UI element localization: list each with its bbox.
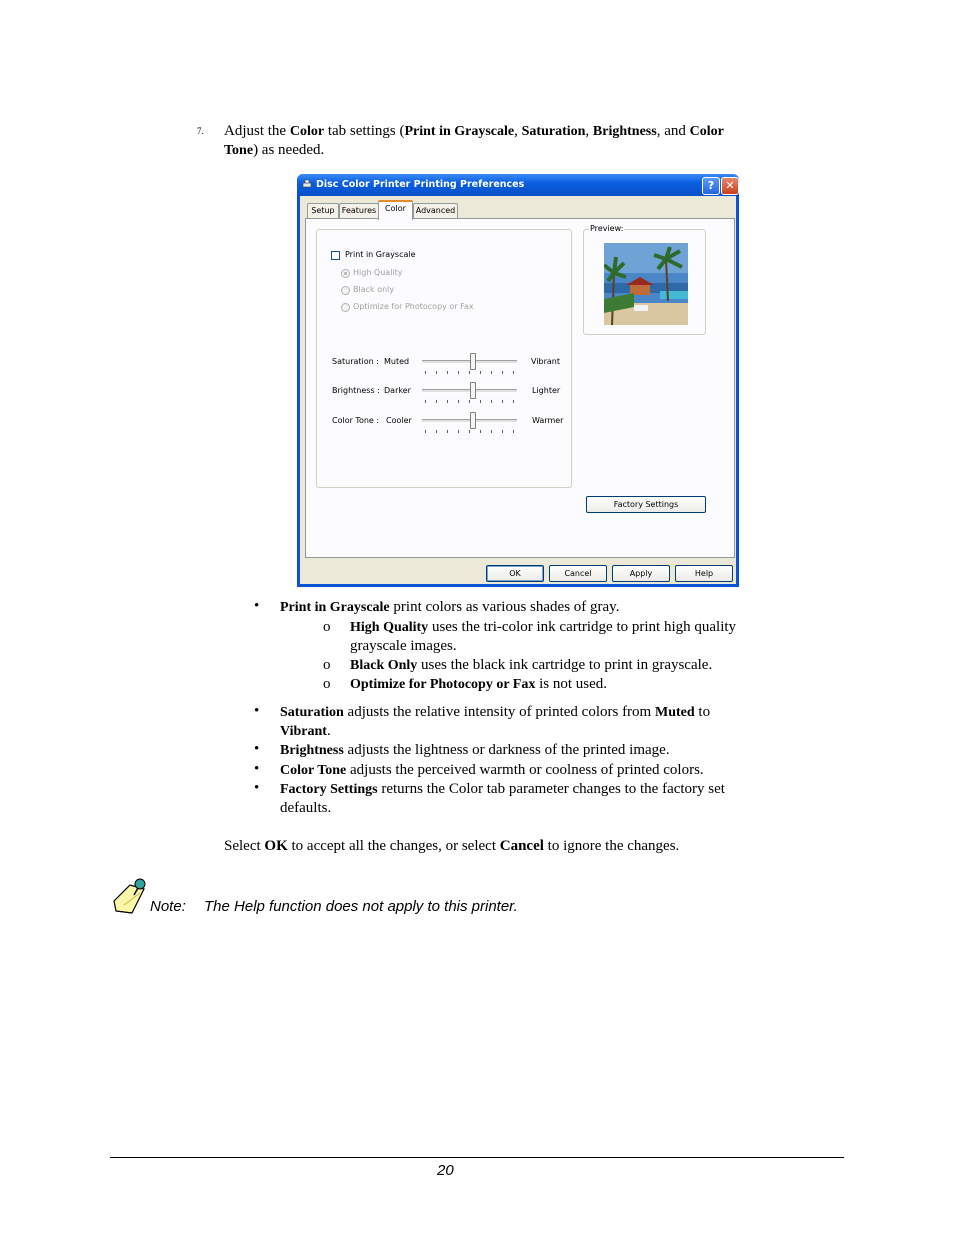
dialog-title: Disc Color Printer Printing Preferences bbox=[316, 179, 525, 190]
step-line-1: Adjust the Color tab settings (Print in Grayscale, Saturation, Brightness, and Color bbox=[224, 123, 724, 139]
title-help-button[interactable]: ? bbox=[702, 177, 720, 195]
slider-tick bbox=[458, 430, 459, 433]
black-only-radio[interactable] bbox=[341, 286, 350, 295]
printing-preferences-dialog bbox=[297, 174, 739, 587]
slider-tick bbox=[469, 400, 470, 403]
saturation-max-label: Vibrant bbox=[531, 357, 560, 366]
bullet-icon: • bbox=[254, 741, 260, 757]
slider-tick bbox=[436, 371, 437, 374]
step-number: 7. bbox=[197, 126, 204, 136]
sub-bullet-icon: o bbox=[323, 657, 331, 673]
color-tone-bullet: Color Tone adjusts the perceived warmth or coolness of printed colors. bbox=[280, 762, 704, 778]
slider-tick bbox=[436, 430, 437, 433]
factory-settings-button[interactable]: Factory Settings bbox=[586, 496, 706, 513]
color-tone-min-label: Cooler bbox=[386, 416, 412, 425]
slider-tick bbox=[513, 371, 514, 374]
saturation-min-label: Muted bbox=[384, 357, 410, 366]
slider-tick bbox=[447, 430, 448, 433]
slider-tick bbox=[458, 371, 459, 374]
tab-color[interactable]: Color bbox=[378, 200, 413, 220]
bullet-icon: • bbox=[254, 780, 260, 796]
note-text: The Help function does not apply to this printer. bbox=[204, 898, 518, 915]
slider-tick bbox=[491, 400, 492, 403]
slider-tick bbox=[447, 371, 448, 374]
slider-tick bbox=[469, 371, 470, 374]
slider-tick bbox=[480, 400, 481, 403]
slider-tick bbox=[425, 400, 426, 403]
color-tone-max-label: Warmer bbox=[532, 416, 564, 425]
help-button[interactable]: Help bbox=[675, 565, 733, 582]
bullet-icon: • bbox=[254, 598, 260, 614]
printer-icon bbox=[302, 179, 312, 189]
slider-tick bbox=[425, 371, 426, 374]
brightness-slider-thumb[interactable] bbox=[470, 382, 476, 399]
print-grayscale-label: Print in Grayscale bbox=[345, 250, 416, 259]
slider-tick bbox=[502, 371, 503, 374]
black-only-bullet: Black Only uses the black ink cartridge to print in grayscale. bbox=[350, 657, 713, 673]
bullet-icon: • bbox=[254, 703, 260, 719]
sub-bullet-icon: o bbox=[323, 619, 331, 635]
note-pushpin-icon bbox=[110, 875, 152, 917]
page-number: 20 bbox=[437, 1162, 454, 1179]
apply-button[interactable]: Apply bbox=[612, 565, 670, 582]
brightness-max-label: Lighter bbox=[532, 386, 561, 395]
color-tone-slider-thumb[interactable] bbox=[470, 412, 476, 429]
high-quality-radio[interactable] bbox=[341, 269, 350, 278]
slider-tick bbox=[480, 371, 481, 374]
slider-tick bbox=[491, 430, 492, 433]
color-tone-ticks bbox=[425, 430, 515, 433]
dialog-titlebar bbox=[297, 174, 739, 196]
slider-tick bbox=[469, 430, 470, 433]
ok-button[interactable]: OK bbox=[486, 565, 544, 582]
saturation-bullet-cont: Vibrant. bbox=[280, 723, 331, 739]
slider-tick bbox=[513, 400, 514, 403]
brightness-min-label: Darker bbox=[384, 386, 411, 395]
factory-bullet: Factory Settings returns the Color tab parameter changes to the factory set bbox=[280, 781, 725, 797]
bullet-icon: • bbox=[254, 761, 260, 777]
factory-bullet-cont: defaults. bbox=[280, 800, 332, 816]
grayscale-bullet: Print in Grayscale print colors as various shades of gray. bbox=[280, 599, 620, 615]
optimize-bullet: Optimize for Photocopy or Fax is not used. bbox=[350, 676, 608, 692]
note-label: Note: bbox=[150, 898, 186, 915]
closing-instruction: Select OK to accept all the changes, or select Cancel to ignore the changes. bbox=[224, 838, 680, 854]
slider-tick bbox=[502, 430, 503, 433]
high-quality-bullet: High Quality uses the tri-color ink cartridge to print high quality bbox=[350, 619, 737, 635]
optimize-fax-label: Optimize for Photocopy or Fax bbox=[353, 302, 474, 311]
dialog-client-area bbox=[300, 196, 736, 584]
slider-tick bbox=[513, 430, 514, 433]
slider-tick bbox=[458, 400, 459, 403]
saturation-slider-thumb[interactable] bbox=[470, 353, 476, 370]
preview-label: Preview: bbox=[590, 224, 624, 233]
step-line-2: Tone) as needed. bbox=[224, 142, 325, 158]
optimize-fax-radio[interactable] bbox=[341, 303, 350, 312]
brightness-bullet: Brightness adjusts the lightness or darkness of the printed image. bbox=[280, 742, 670, 758]
color-tone-label: Color Tone : bbox=[332, 416, 380, 425]
color-settings-group bbox=[316, 229, 572, 488]
sub-bullet-icon: o bbox=[323, 676, 331, 692]
slider-tick bbox=[436, 400, 437, 403]
slider-tick bbox=[425, 430, 426, 433]
brightness-ticks bbox=[425, 400, 515, 403]
print-grayscale-checkbox[interactable] bbox=[331, 251, 340, 260]
saturation-ticks bbox=[425, 371, 515, 374]
brightness-label: Brightness : bbox=[332, 386, 380, 395]
tab-advanced[interactable]: Advanced bbox=[413, 203, 458, 218]
high-quality-bullet-cont: grayscale images. bbox=[350, 638, 457, 654]
black-only-label: Black only bbox=[353, 285, 395, 294]
title-close-button[interactable]: ✕ bbox=[721, 177, 739, 195]
preview-group bbox=[583, 224, 706, 335]
color-tab-panel bbox=[305, 218, 735, 558]
high-quality-label: High Quality bbox=[353, 268, 403, 277]
cancel-button[interactable]: Cancel bbox=[549, 565, 607, 582]
slider-tick bbox=[491, 371, 492, 374]
saturation-label: Saturation : bbox=[332, 357, 379, 366]
tab-features[interactable]: Features bbox=[339, 203, 379, 218]
slider-tick bbox=[447, 400, 448, 403]
preview-image bbox=[604, 243, 688, 325]
saturation-bullet: Saturation adjusts the relative intensity of printed colors from Muted to bbox=[280, 704, 711, 720]
slider-tick bbox=[502, 400, 503, 403]
slider-tick bbox=[480, 430, 481, 433]
footer-rule bbox=[110, 1157, 844, 1158]
tab-setup[interactable]: Setup bbox=[307, 203, 339, 218]
